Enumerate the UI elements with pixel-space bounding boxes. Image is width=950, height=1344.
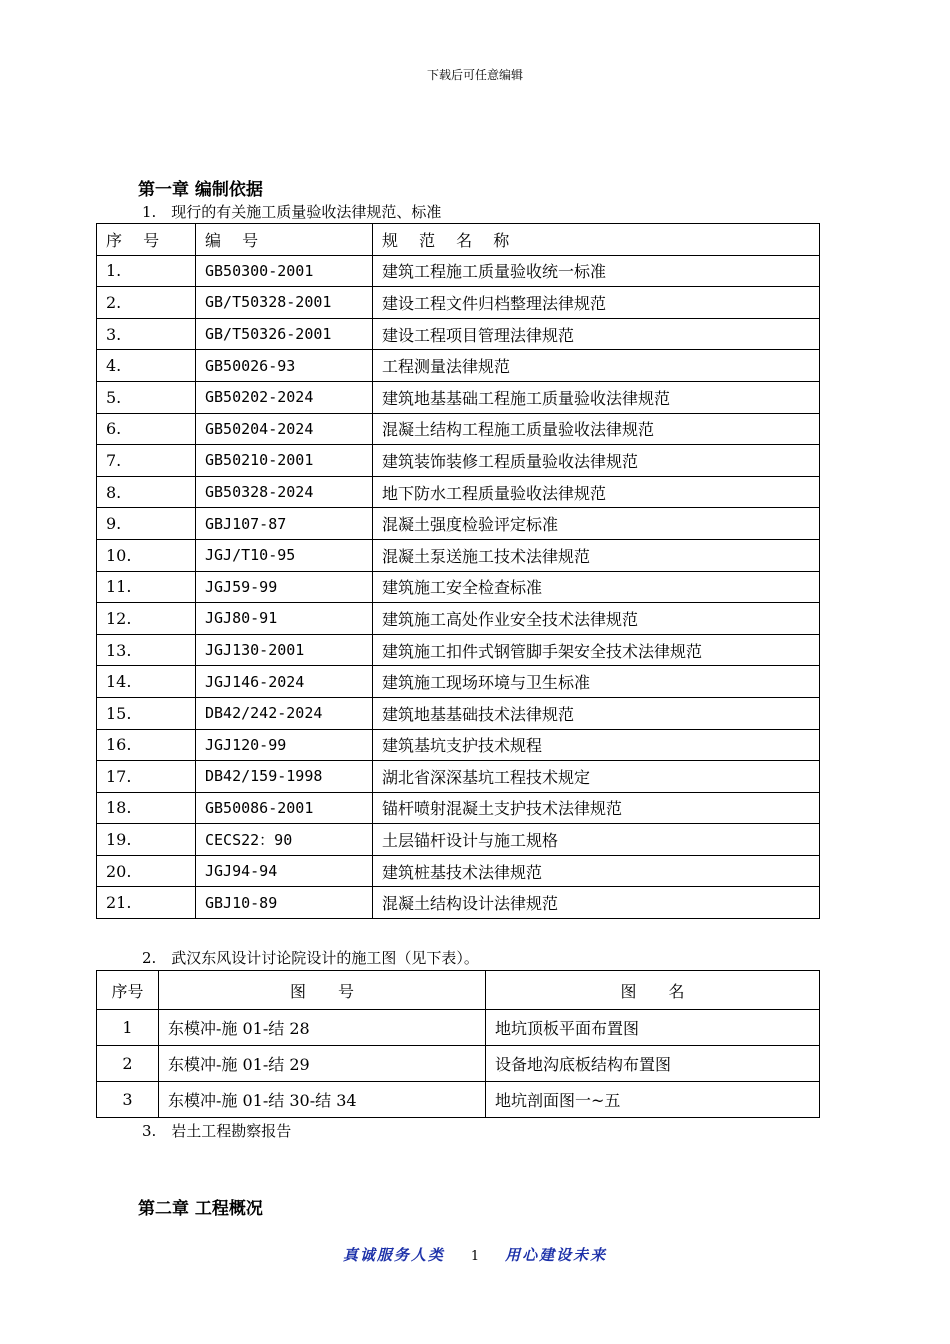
standard-name-cell: 建筑施工高处作业安全技术法律规范 [373, 603, 820, 635]
standard-name-cell: 建筑工程施工质量验收统一标准 [373, 255, 820, 287]
standard-name-cell: 建筑桩基技术法律规范 [373, 855, 820, 887]
standard-name-cell: 建筑基坑支护技术规程 [373, 729, 820, 761]
row-index-cell: 2. [97, 287, 196, 319]
header-cell: 序 号 [97, 224, 196, 256]
row-index-cell: 8. [97, 476, 196, 508]
standard-name-cell: 湖北省深深基坑工程技术规定 [373, 761, 820, 793]
row-index-cell: 16. [97, 729, 196, 761]
standard-code-cell: DB42/159-1998 [196, 761, 373, 793]
header-cell: 序号 [97, 971, 159, 1010]
table-row [97, 571, 820, 603]
table-row [97, 413, 820, 445]
standard-name-cell: 地下防水工程质量验收法律规范 [373, 476, 820, 508]
row-index-cell: 4. [97, 350, 196, 382]
table-row [97, 666, 820, 698]
table-row [97, 697, 820, 729]
standard-name-cell: 混凝土结构工程施工质量验收法律规范 [373, 413, 820, 445]
standard-name-cell: 建筑装饰装修工程质量验收法律规范 [373, 445, 820, 477]
header-cell: 规 范 名 称 [373, 224, 820, 256]
standard-code-cell: JGJ59-99 [196, 571, 373, 603]
standard-name-cell: 建筑施工扣件式钢管脚手架安全技术法律规范 [373, 634, 820, 666]
table-row [97, 1046, 820, 1082]
row-index-cell: 17. [97, 761, 196, 793]
row-index-cell: 1 [97, 1010, 159, 1046]
standard-code-cell: GBJ10-89 [196, 887, 373, 919]
standard-code-cell: GB50026-93 [196, 350, 373, 382]
drawings-table [96, 970, 820, 1118]
row-index-cell: 10. [97, 539, 196, 571]
standard-name-cell: 建筑施工现场环境与卫生标准 [373, 666, 820, 698]
row-index-cell: 3. [97, 318, 196, 350]
standard-code-cell: DB42/242-2024 [196, 697, 373, 729]
footer-left-slogan: 真诚服务人类 [342, 1246, 445, 1264]
table-row [97, 824, 820, 856]
section-2-title: 2. 武汉东风设计讨论院设计的施工图（见下表）。 [142, 949, 479, 967]
standard-name-cell: 混凝土泵送施工技术法律规范 [373, 539, 820, 571]
standards-table [96, 223, 820, 919]
standard-code-cell: GB50300-2001 [196, 255, 373, 287]
standard-name-cell: 土层锚杆设计与施工规格 [373, 824, 820, 856]
table-row [97, 729, 820, 761]
table-row [97, 855, 820, 887]
header-cell: 编 号 [196, 224, 373, 256]
standard-code-cell: JGJ146-2024 [196, 666, 373, 698]
standard-name-cell: 混凝土强度检验评定标准 [373, 508, 820, 540]
header-cell: 图 名 [486, 971, 820, 1010]
table-row [97, 381, 820, 413]
table-row [97, 539, 820, 571]
standard-code-cell: JGJ80-91 [196, 603, 373, 635]
standard-code-cell: JGJ/T10-95 [196, 539, 373, 571]
row-index-cell: 1. [97, 255, 196, 287]
row-index-cell: 12. [97, 603, 196, 635]
standard-code-cell: GBJ107-87 [196, 508, 373, 540]
drawing-number-cell: 东模冲-施 01-结 29 [159, 1046, 486, 1082]
footer-right-slogan: 用心建设未来 [505, 1246, 608, 1264]
table-row [97, 318, 820, 350]
table-row [97, 350, 820, 382]
standard-code-cell: GB/T50328-2001 [196, 287, 373, 319]
row-index-cell: 13. [97, 634, 196, 666]
table-row [97, 603, 820, 635]
table-header-row [97, 971, 820, 1010]
table-row [97, 1082, 820, 1118]
section-1-title: 1. 现行的有关施工质量验收法律规范、标准 [142, 203, 442, 221]
row-index-cell: 21. [97, 887, 196, 919]
standard-name-cell: 工程测量法律规范 [373, 350, 820, 382]
standard-name-cell: 混凝土结构设计法律规范 [373, 887, 820, 919]
row-index-cell: 19. [97, 824, 196, 856]
row-index-cell: 15. [97, 697, 196, 729]
row-index-cell: 7. [97, 445, 196, 477]
row-index-cell: 11. [97, 571, 196, 603]
standard-name-cell: 建筑地基基础工程施工质量验收法律规范 [373, 381, 820, 413]
table-row [97, 255, 820, 287]
standard-code-cell: JGJ120-99 [196, 729, 373, 761]
row-index-cell: 3 [97, 1082, 159, 1118]
standard-code-cell: JGJ130-2001 [196, 634, 373, 666]
table-row [97, 792, 820, 824]
table-row [97, 761, 820, 793]
row-index-cell: 20. [97, 855, 196, 887]
table-row [97, 476, 820, 508]
standard-name-cell: 建筑施工安全检查标准 [373, 571, 820, 603]
standard-code-cell: GB/T50326-2001 [196, 318, 373, 350]
drawing-name-cell: 地坑顶板平面布置图 [486, 1010, 820, 1046]
section-3-title: 3. 岩土工程勘察报告 [142, 1122, 292, 1140]
standard-code-cell: GB50086-2001 [196, 792, 373, 824]
standard-name-cell: 建筑地基基础技术法律规范 [373, 697, 820, 729]
table-row [97, 1010, 820, 1046]
standard-code-cell: GB50204-2024 [196, 413, 373, 445]
standard-code-cell: GB50202-2024 [196, 381, 373, 413]
table-row [97, 508, 820, 540]
row-index-cell: 14. [97, 666, 196, 698]
row-index-cell: 5. [97, 381, 196, 413]
standard-code-cell: JGJ94-94 [196, 855, 373, 887]
table-row [97, 634, 820, 666]
row-index-cell: 9. [97, 508, 196, 540]
header-cell: 图 号 [159, 971, 486, 1010]
row-index-cell: 6. [97, 413, 196, 445]
drawing-name-cell: 地坑剖面图一~五 [486, 1082, 820, 1118]
row-index-cell: 2 [97, 1046, 159, 1082]
row-index-cell: 18. [97, 792, 196, 824]
drawing-name-cell: 设备地沟底板结构布置图 [486, 1046, 820, 1082]
standard-code-cell: GB50210-2001 [196, 445, 373, 477]
standard-name-cell: 建设工程文件归档整理法律规范 [373, 287, 820, 319]
table-row [97, 445, 820, 477]
drawing-number-cell: 东模冲-施 01-结 30-结 34 [159, 1082, 486, 1118]
chapter-1-title: 第一章 编制依据 [138, 180, 263, 200]
table-header-row [97, 224, 820, 256]
page-footer [0, 1244, 950, 1265]
header-note: 下载后可任意编辑 [426, 68, 523, 82]
drawing-number-cell: 东模冲-施 01-结 28 [159, 1010, 486, 1046]
standard-name-cell: 锚杆喷射混凝土支护技术法律规范 [373, 792, 820, 824]
standard-code-cell: CECS22：90 [196, 824, 373, 856]
standard-name-cell: 建设工程项目管理法律规范 [373, 318, 820, 350]
table-row [97, 887, 820, 919]
standard-code-cell: GB50328-2024 [196, 476, 373, 508]
chapter-2-title: 第二章 工程概况 [138, 1199, 263, 1219]
page-number: 1 [470, 1249, 480, 1264]
table-row [97, 287, 820, 319]
